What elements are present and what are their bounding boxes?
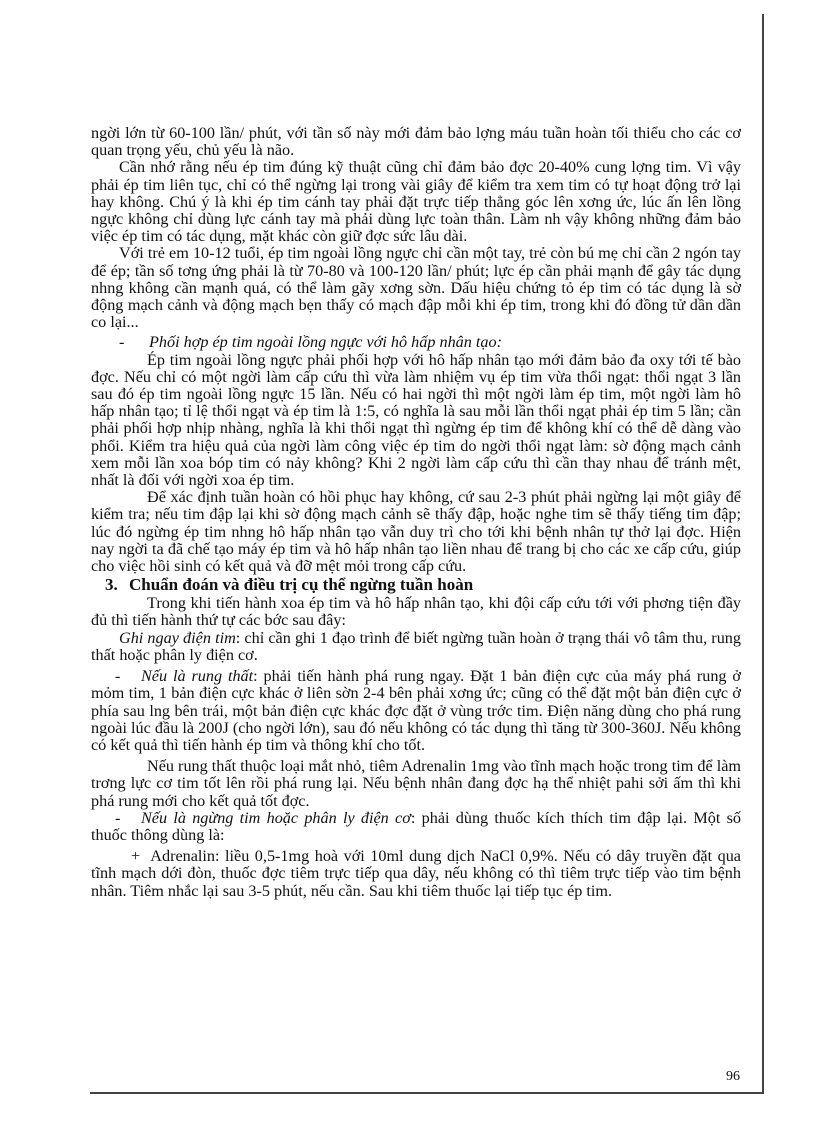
paragraph-text: : chỉ cần ghi 1 đạo trình để biết ngừng tuần hoàn ở trạng thái vô tâm thu, rung thất hoặc phân ly điện cơ. <box>91 628 741 664</box>
bullet-dash: - <box>115 808 121 827</box>
paragraph: Để xác định tuần hoàn có hồi phục hay không, cứ sau 2-3 phút phải ngừng lại một giây để kiểm tra; nếu tim đập lại khi sờ động mạch cảnh sẽ thấy đập, hoặc nghe tim sẽ thấy tiếng tim đập; lúc đó ngừng ép tim nhng hô hấp nhân tạo vẫn duy trì cho tới khi bệnh nhân tự thở lại đợc. Hiện nay ngời ta đã chế tạo máy ép tim và hô hấp nhân tạo liền nhau để trang bị cho các xe cấp cứu, giúp cho việc hồi sinh có kết quả và đỡ mệt mỏi trong cấp cứu. <box>91 488 741 576</box>
paragraph: Cần nhớ rằng nếu ép tim đúng kỹ thuật cũng chỉ đảm bảo đợc 20-40% cung lợng tim. Vì vậy phải ép tim liên tục, chỉ có thể ngừng lại trong vài giây để kiểm tra xem tim có tự hoạt động trở lại hay không. Chú ý là khi ép tim cánh tay phải đặt trực tiếp thẳng góc lên xơng ức, lúc ấn lên lồng ngực không chỉ dùng lực cánh tay mà phải dùng lực toàn thân. Làm nh vậy không những đảm bảo việc ép tim có tác dụng, mặt khác còn giữ đợc sức lâu dài. <box>91 158 741 246</box>
plus-mark: + <box>131 847 141 866</box>
section-title: Chuẩn đoán và điều trị cụ thể ngừng tuần hoàn <box>129 575 474 595</box>
paragraph: ngời lớn từ 60-100 lần/ phút, với tần số này mới đảm bảo lợng máu tuần hoàn tối thiểu cho các cơ quan trọng yếu, chủ yếu là não. <box>91 124 741 160</box>
paragraph: Với trẻ em 10-12 tuổi, ép tim ngoài lồng ngực chỉ cần một tay, trẻ còn bú mẹ chỉ cần 2 ngón tay để ép; tần số tơng ứng phải là từ 70-80 và 100-120 lần/ phút; lực ép cần phải mạnh để gây tác dụng nhng không cần mạnh quá, có thể làm gãy xơng sờn. Dấu hiệu chứng tỏ ép tim có tác dụng là sờ động mạch cảnh và động mạch bẹn thấy có mạch đập mỗi khi ép tim, trong khi đó đồng tử dần dần co lại... <box>91 244 741 332</box>
section-number: 3. <box>105 575 118 595</box>
bullet-item <box>91 848 741 900</box>
page-number: 96 <box>726 1069 740 1084</box>
italic-lead: Ghi ngay điện tim <box>119 628 236 647</box>
bullet-dash: - <box>119 333 125 352</box>
bullet-item <box>91 668 741 754</box>
paragraph-text: : phải dùng thuốc kích thích tim đập lại. Một số thuốc thông dùng là: <box>91 808 741 844</box>
bullet-item <box>91 334 741 351</box>
paragraph: Ép tim ngoài lồng ngực phải phối hợp với hô hấp nhân tạo mới đảm bảo đa oxy tới tế bào đợc. Nếu chỉ có một ngời làm cấp cứu thì vừa làm nhiệm vụ ép tim vừa thổi ngạt: thổi ngạt 3 lần sau đó ép tim ngoài lồng ngực 15 lần. Nếu có hai ngời thì một ngời làm ép tim, một ngời làm hô hấp nhân tạo; tỉ lệ thổi ngạt và ép tim là 1:5, có nghĩa là sau mỗi lần thổi ngạt phải ép tim 5 lần; cần phải phối hợp nhịp nhàng, nghĩa là khi thổi ngạt thì ngừng ép tim để không khí có thể dễ dàng vào phổi. Kiểm tra hiệu quả của ngời làm công việc ép tim do ngời thổi ngạt làm: sờ động mạch cảnh xem mỗi lần xoa bóp tim có nảy không? Khi 2 ngời làm cấp cứu thì cần thay nhau để tránh mệt, nhất là đối với ngời xoa ép tim. <box>91 350 741 490</box>
paragraph-text: Adrenalin: liều 0,5-1mg hoà với 10ml dung dịch NaCl 0,9%. Nếu có dây truyền đặt qua tĩnh mạch dới đòn, thuốc đợc tiêm trực tiếp qua dây, nếu không có thì tiêm trực tiếp vào tim bệnh nhân. Tiêm nhắc lại sau 3-5 phút, nếu cần. Sau khi tiêm thuốc lại tiếp tục ép tim. <box>91 847 741 900</box>
subheading-italic: Phối hợp ép tim ngoài lồng ngực với hô hấp nhân tạo: <box>149 333 502 352</box>
body-text <box>91 125 741 900</box>
page-border-right <box>762 14 764 1094</box>
paragraph: Nếu rung thất thuộc loại mắt nhỏ, tiêm Adrenalin 1mg vào tĩnh mạch hoặc trong tim để làm trơng lực cơ tim tốt lên rồi phá rung lại. Nếu bệnh nhân đang đợc hạ thể nhiệt pahi sởi ấm thì khi phá rung mới cho kết quả tốt đợc. <box>91 757 741 810</box>
bullet-dash: - <box>115 667 121 686</box>
paragraph: Trong khi tiến hành xoa ép tim và hô hấp nhân tạo, khi đội cấp cứu tới với phơng tiện đầy đủ thì tiến hành thứ tự các bớc sau đây: <box>91 594 741 630</box>
paragraph-text: : phải tiến hành phá rung ngay. Đặt 1 bản điện cực của máy phá rung ở mỏm tim, 1 bản điện cực khác ở liên sờn 2-4 bên phải xơng ức; cũng có thể đặt một bản điện cực ở phía sau lng bên trái, một bản điện cực khác đợc đặt ở vùng trớc tim. Điện năng dùng cho phá rung ngoài lúc đầu là 200J (cho ngời lớn), sau đó nếu không có tác dụng thì tăng từ 300-360J. Nếu không có kết quả thì tiến hành ép tim và thông khí cho tốt. <box>91 667 741 754</box>
italic-lead: Nếu là rung thất <box>141 667 254 686</box>
paragraph <box>91 630 741 664</box>
section-heading <box>91 575 741 595</box>
italic-lead: Nếu là ngừng tim hoặc phân ly điện cơ <box>141 808 411 827</box>
page-border-bottom <box>90 1092 764 1094</box>
bullet-item <box>91 810 741 844</box>
